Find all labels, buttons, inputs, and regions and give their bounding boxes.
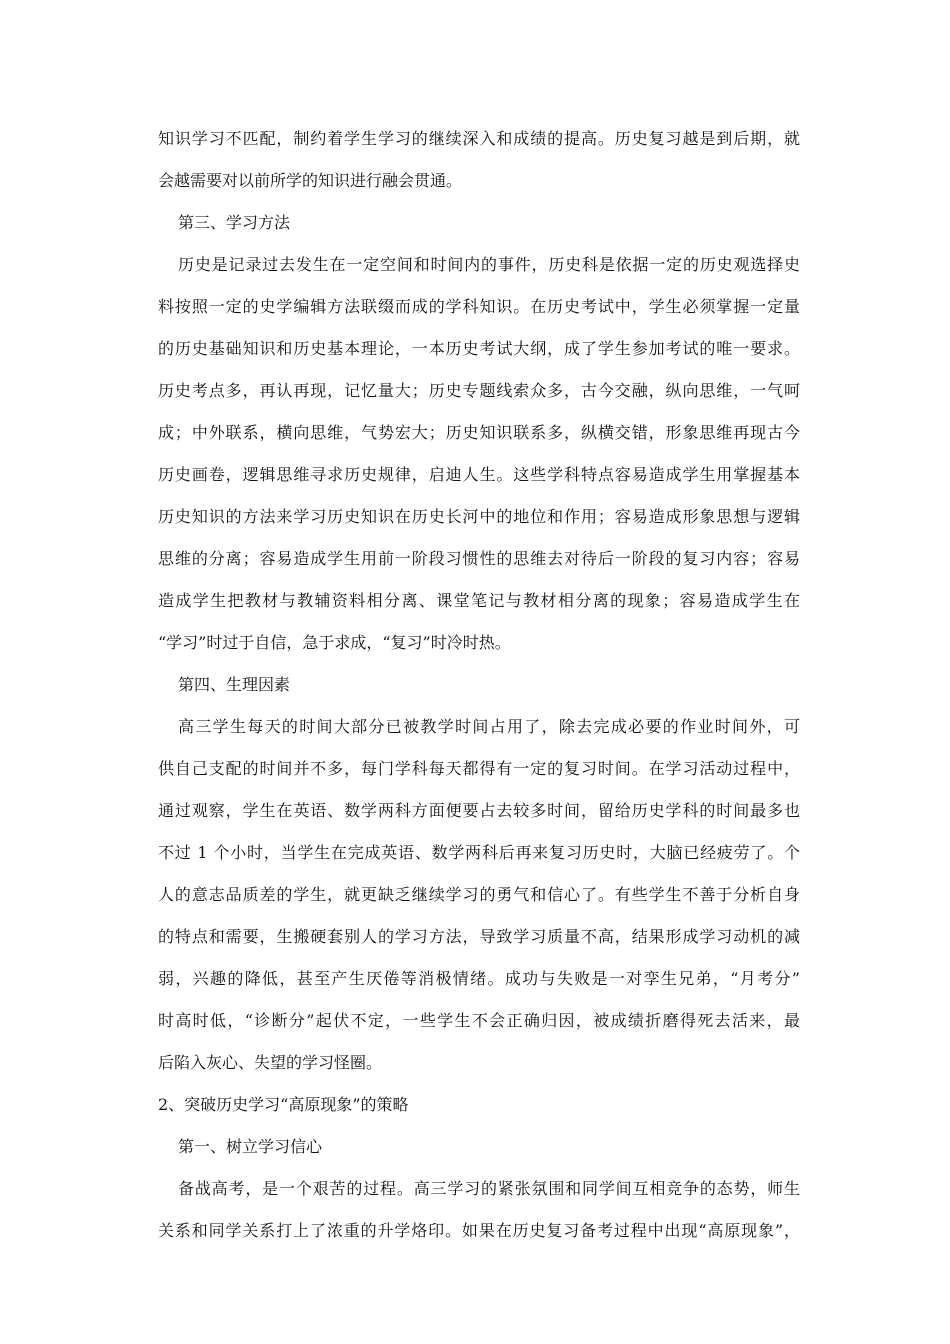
- text-line: 时高时低，“诊断分”起伏不定，一些学生不会正确归因，被成绩折磨得死去活来，最: [158, 1011, 800, 1030]
- text-line: 后陷入灰心、失望的学习怪圈。: [158, 1053, 383, 1072]
- text-line: 供自己支配的时间并不多，每门学科每天都得有一定的复习时间。在学习活动过程中，: [158, 759, 800, 778]
- text-line: 历史考点多，再认再现，记忆量大；历史专题线索众多，古今交融，纵向思维，一气呵: [158, 381, 800, 400]
- text-line: 历史知识的方法来学习历史知识在历史长河中的地位和作用；容易造成形象思想与逻辑: [158, 507, 800, 526]
- text-line: 高三学生每天的时间大部分已被教学时间占用了，除去完成必要的作业时间外，可: [178, 717, 800, 736]
- text-line: 备战高考，是一个艰苦的过程。高三学习的紧张氛围和同学间互相竞争的态势，师生: [178, 1179, 800, 1198]
- text-line: “学习”时过于自信，急于求成，“复习”时冷时热。: [158, 633, 511, 652]
- text-line: 料按照一定的史学编辑方法联缀而成的学科知识。在历史考试中，学生必须掌握一定量: [158, 297, 800, 316]
- section-heading-physiological-factors: 第四、生理因素: [178, 675, 291, 694]
- text-line: 不过 1 个小时，当学生在完成英语、数学两科后再来复习历史时，大脑已经疲劳了。个: [158, 843, 800, 862]
- paragraph-build-confidence: [158, 1168, 800, 1252]
- text-line: 思维的分离；容易造成学生用前一阶段习惯性的思维去对待后一阶段的复习内容；容易: [158, 549, 800, 568]
- text-line: 通过观察，学生在英语、数学两科方面便要占去较多时间，留给历史学科的时间最多也: [158, 801, 800, 820]
- section-heading-strategy: 2、突破历史学习“高原现象”的策略: [158, 1095, 409, 1114]
- text-line: 造成学生把教材与教辅资料相分离、课堂笔记与教材相分离的现象；容易造成学生在: [158, 591, 800, 610]
- sub-heading-build-confidence: 第一、树立学习信心: [178, 1137, 323, 1156]
- document-page: [158, 118, 800, 1252]
- text-line: 历史画卷，逻辑思维寻求历史规律，启迪人生。这些学科特点容易造成学生用掌握基本: [158, 465, 800, 484]
- text-line: 成；中外联系，横向思维，气势宏大；历史知识联系多，纵横交错，形象思维再现古今: [158, 423, 800, 442]
- text-line: 的历史基础知识和历史基本理论，一本历史考试大纲，成了学生参加考试的唯一要求。: [158, 339, 800, 358]
- text-line: 会越需要对以前所学的知识进行融会贯通。: [158, 171, 463, 190]
- text-line: 弱，兴趣的降低，甚至产生厌倦等消极情绪。成功与失败是一对孪生兄弟，“月考分”: [158, 969, 800, 988]
- paragraph-physiological-factors: [158, 706, 800, 1084]
- text-line: 知识学习不匹配，制约着学生学习的继续深入和成绩的提高。历史复习越是到后期，就: [158, 129, 800, 148]
- paragraph-learning-method: [158, 244, 800, 664]
- paragraph-continued: [158, 118, 800, 202]
- text-line: 历史是记录过去发生在一定空间和时间内的事件，历史科是依据一定的历史观选择史: [178, 255, 800, 274]
- text-line: 的特点和需要，生搬硬套别人的学习方法，导致学习质量不高，结果形成学习动机的减: [158, 927, 800, 946]
- text-line: 人的意志品质差的学生，就更缺乏继续学习的勇气和信心了。有些学生不善于分析自身: [158, 885, 800, 904]
- section-heading-learning-method: 第三、学习方法: [178, 213, 291, 232]
- text-line: 关系和同学关系打上了浓重的升学烙印。如果在历史复习备考过程中出现“高原现象”，: [158, 1221, 800, 1240]
